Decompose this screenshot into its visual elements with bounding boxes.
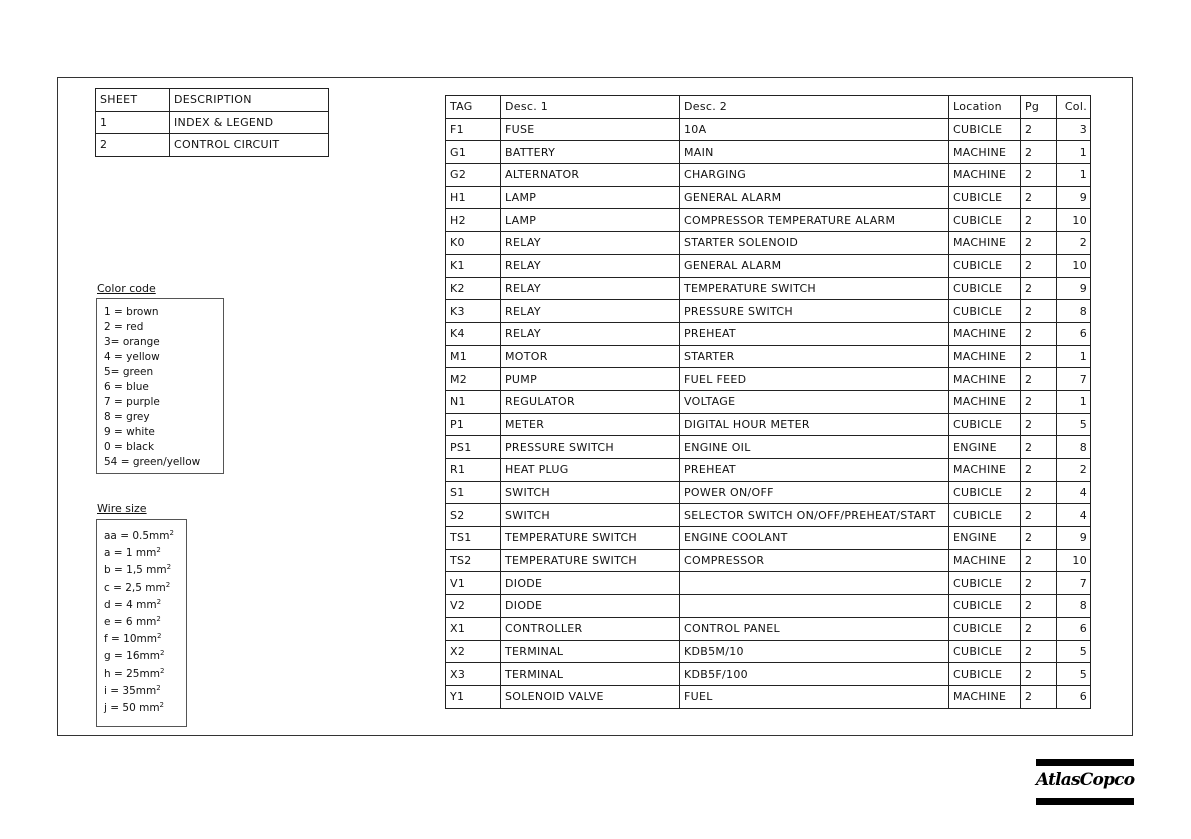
index-cell-d1: METER [501,413,680,436]
index-cell-loc: CUBICLE [949,254,1021,277]
table-row [446,209,1091,232]
wire-size-exponent: 2 [156,615,161,624]
sheet-cell: 1 [96,111,170,134]
color-code-item: 6 = blue [104,381,149,393]
index-cell-col: 4 [1057,481,1091,504]
index-cell-pg: 2 [1021,459,1057,482]
color-code-item: 8 = grey [104,411,150,423]
wire-size-exponent: 2 [165,580,171,589]
index-cell-d1: HEAT PLUG [501,459,680,482]
index-cell-d2: PREHEAT [680,322,949,345]
index-cell-col: 9 [1057,527,1091,550]
wire-size-item [104,545,186,562]
table-row [446,186,1091,209]
index-cell-pg: 2 [1021,617,1057,640]
table-row [446,595,1091,618]
index-cell-tag: H2 [446,209,501,232]
index-cell-pg: 2 [1021,527,1057,550]
color-code-item: 7 = purple [104,396,160,408]
index-cell-d1: LAMP [501,209,680,232]
index-cell-pg: 2 [1021,277,1057,300]
index-cell-loc: CUBICLE [949,504,1021,527]
index-cell-d2 [680,595,949,618]
index-cell-pg: 2 [1021,141,1057,164]
index-cell-col: 8 [1057,436,1091,459]
table-row [446,254,1091,277]
index-cell-tag: S2 [446,504,501,527]
index-cell-col: 8 [1057,595,1091,618]
index-cell-pg: 2 [1021,368,1057,391]
index-cell-loc: ENGINE [949,527,1021,550]
index-cell-loc: MACHINE [949,390,1021,413]
table-row [446,572,1091,595]
index-cell-d1: PUMP [501,368,680,391]
index-header-cell: Location [949,96,1021,119]
index-cell-pg: 2 [1021,572,1057,595]
index-cell-d1: SWITCH [501,504,680,527]
atlas-copco-logo [1036,759,1134,806]
index-cell-pg: 2 [1021,254,1057,277]
index-cell-pg: 2 [1021,481,1057,504]
index-cell-pg: 2 [1021,300,1057,323]
index-cell-d1: TEMPERATURE SWITCH [501,549,680,572]
sheet-row [96,111,329,134]
index-cell-d2: TEMPERATURE SWITCH [680,277,949,300]
index-cell-col: 6 [1057,322,1091,345]
index-header-row [446,96,1091,119]
index-cell-pg: 2 [1021,390,1057,413]
index-cell-loc: CUBICLE [949,663,1021,686]
index-cell-d2: STARTER [680,345,949,368]
index-cell-col: 1 [1057,141,1091,164]
table-row [446,390,1091,413]
index-cell-d2: SELECTOR SWITCH ON/OFF/PREHEAT/START [680,504,949,527]
table-row [446,504,1091,527]
table-row [446,663,1091,686]
index-cell-col: 10 [1057,209,1091,232]
color-code-item: 2 = red [104,321,144,333]
color-code-item: 9 = white [104,426,155,438]
wire-size-exponent: 2 [166,563,172,572]
table-row [446,527,1091,550]
index-cell-d1: SOLENOID VALVE [501,685,680,708]
wire-size-item [104,580,186,597]
index-cell-d2: PRESSURE SWITCH [680,300,949,323]
index-cell-pg: 2 [1021,685,1057,708]
index-cell-tag: X1 [446,617,501,640]
table-row [446,368,1091,391]
index-cell-tag: R1 [446,459,501,482]
wire-size-item [104,666,186,683]
index-cell-tag: X2 [446,640,501,663]
index-cell-pg: 2 [1021,595,1057,618]
sheet-cell: INDEX & LEGEND [170,111,329,134]
index-header-cell: Pg [1021,96,1057,119]
index-cell-col: 7 [1057,572,1091,595]
wire-size-label: g = 16mm [104,650,160,663]
component-index-table [445,95,1091,709]
index-cell-pg: 2 [1021,504,1057,527]
index-cell-d1: RELAY [501,277,680,300]
table-row [446,232,1091,255]
index-cell-d1: RELAY [501,322,680,345]
wire-size-item [104,700,186,717]
table-row [446,685,1091,708]
index-cell-tag: V2 [446,595,501,618]
table-row [446,640,1091,663]
wire-size-item [104,648,186,665]
index-cell-d1: SWITCH [501,481,680,504]
index-cell-loc: CUBICLE [949,572,1021,595]
index-cell-d2: FUEL FEED [680,368,949,391]
index-header-cell: Desc. 2 [680,96,949,119]
index-cell-d2: COMPRESSOR TEMPERATURE ALARM [680,209,949,232]
index-cell-d2: CHARGING [680,164,949,187]
index-cell-d2: KDB5M/10 [680,640,949,663]
wire-size-label: i = 35mm [104,684,157,697]
table-row [446,277,1091,300]
table-row [446,459,1091,482]
color-code-item: 4 = yellow [104,351,160,363]
wire-size-label: aa = 0.5mm [104,530,170,542]
index-cell-d1: TERMINAL [501,663,680,686]
index-cell-pg: 2 [1021,164,1057,187]
index-cell-tag: K2 [446,277,501,300]
wire-size-item [104,683,186,700]
index-cell-loc: MACHINE [949,322,1021,345]
index-cell-tag: K3 [446,300,501,323]
wire-size-exponent: 2 [157,632,162,641]
logo-bar-bottom [1036,798,1134,805]
index-cell-d1: TERMINAL [501,640,680,663]
index-cell-loc: CUBICLE [949,209,1021,232]
index-cell-col: 7 [1057,368,1091,391]
index-cell-loc: MACHINE [949,549,1021,572]
index-cell-col: 5 [1057,413,1091,436]
index-cell-col: 3 [1057,118,1091,141]
index-cell-d2: CONTROL PANEL [680,617,949,640]
color-code-item: 0 = black [104,441,155,453]
index-cell-tag: X3 [446,663,501,686]
index-cell-loc: CUBICLE [949,118,1021,141]
sheet-cell: 2 [96,134,170,157]
index-cell-d1: MOTOR [501,345,680,368]
index-cell-d1: RELAY [501,254,680,277]
index-cell-d2: KDB5F/100 [680,663,949,686]
index-cell-tag: M2 [446,368,501,391]
index-cell-tag: P1 [446,413,501,436]
wire-size-title: Wire size [97,502,147,515]
index-cell-loc: CUBICLE [949,186,1021,209]
index-cell-col: 10 [1057,549,1091,572]
sheet-index-table [95,88,329,157]
index-cell-d2: GENERAL ALARM [680,186,949,209]
index-cell-pg: 2 [1021,663,1057,686]
index-cell-tag: N1 [446,390,501,413]
index-cell-col: 5 [1057,640,1091,663]
index-cell-d1: DIODE [501,595,680,618]
sheet-header-cell: SHEET [96,89,170,112]
index-cell-tag: K1 [446,254,501,277]
index-cell-col: 2 [1057,232,1091,255]
wire-size-label: e = 6 mm [104,616,157,629]
index-cell-loc: MACHINE [949,164,1021,187]
index-cell-d2: FUEL [680,685,949,708]
color-code-item: 54 = green/yellow [104,456,201,468]
logo-bar-top [1036,759,1134,766]
table-row [446,481,1091,504]
index-cell-tag: PS1 [446,436,501,459]
index-cell-tag: F1 [446,118,501,141]
table-row [446,322,1091,345]
index-cell-loc: MACHINE [949,368,1021,391]
index-cell-pg: 2 [1021,186,1057,209]
index-cell-pg: 2 [1021,640,1057,663]
wire-size-exponent: 2 [159,701,165,710]
index-cell-tag: V1 [446,572,501,595]
wire-size-exponent: 2 [169,529,174,537]
wire-size-label: j = 50 mm [104,702,160,715]
wire-size-item [104,562,186,579]
table-row [446,617,1091,640]
wire-size-item [104,528,186,545]
index-cell-d2: GENERAL ALARM [680,254,949,277]
index-cell-loc: CUBICLE [949,277,1021,300]
index-cell-tag: H1 [446,186,501,209]
color-code-item: 5= green [104,366,154,378]
index-cell-col: 9 [1057,277,1091,300]
index-cell-col: 4 [1057,504,1091,527]
index-cell-d2: MAIN [680,141,949,164]
index-cell-d1: LAMP [501,186,680,209]
index-cell-d1: ALTERNATOR [501,164,680,187]
index-cell-loc: CUBICLE [949,640,1021,663]
index-cell-d1: CONTROLLER [501,617,680,640]
index-header-cell: Desc. 1 [501,96,680,119]
index-cell-col: 6 [1057,685,1091,708]
index-cell-pg: 2 [1021,345,1057,368]
index-cell-d1: RELAY [501,232,680,255]
index-cell-loc: MACHINE [949,459,1021,482]
index-cell-pg: 2 [1021,322,1057,345]
index-cell-col: 10 [1057,254,1091,277]
index-cell-d2: STARTER SOLENOID [680,232,949,255]
table-row [446,300,1091,323]
index-cell-tag: TS2 [446,549,501,572]
index-cell-d2: VOLTAGE [680,390,949,413]
index-cell-pg: 2 [1021,209,1057,232]
wire-size-item [104,597,186,614]
index-cell-loc: CUBICLE [949,481,1021,504]
index-cell-d1: REGULATOR [501,390,680,413]
sheet-cell: CONTROL CIRCUIT [170,134,329,157]
index-cell-loc: ENGINE [949,436,1021,459]
index-cell-d1: BATTERY [501,141,680,164]
wire-size-label: c = 2,5 mm [104,581,166,594]
index-cell-col: 1 [1057,345,1091,368]
index-cell-loc: CUBICLE [949,300,1021,323]
wire-size-label: f = 10mm [104,633,157,646]
table-row [446,345,1091,368]
index-cell-loc: MACHINE [949,685,1021,708]
index-cell-tag: Y1 [446,685,501,708]
index-cell-col: 1 [1057,390,1091,413]
index-cell-loc: CUBICLE [949,617,1021,640]
sheet-row [96,134,329,157]
wire-size-label: h = 25mm [104,667,160,680]
table-row [446,436,1091,459]
index-cell-d2: ENGINE OIL [680,436,949,459]
index-cell-d1: DIODE [501,572,680,595]
index-cell-tag: TS1 [446,527,501,550]
index-cell-loc: MACHINE [949,141,1021,164]
index-cell-loc: MACHINE [949,345,1021,368]
index-cell-d2 [680,572,949,595]
index-cell-loc: CUBICLE [949,413,1021,436]
index-cell-d1: RELAY [501,300,680,323]
wire-size-exponent: 2 [156,683,161,692]
index-cell-d1: TEMPERATURE SWITCH [501,527,680,550]
color-code-item: 1 = brown [104,306,159,318]
index-cell-col: 5 [1057,663,1091,686]
table-row [446,118,1091,141]
index-cell-d2: PREHEAT [680,459,949,482]
index-header-cell: Col. [1057,96,1091,119]
color-code-item: 3= orange [104,336,160,348]
index-cell-d2: ENGINE COOLANT [680,527,949,550]
index-cell-col: 8 [1057,300,1091,323]
index-cell-pg: 2 [1021,232,1057,255]
index-cell-tag: S1 [446,481,501,504]
wire-size-exponent: 2 [156,546,161,555]
index-cell-loc: CUBICLE [949,595,1021,618]
wire-size-exponent: 2 [159,649,165,658]
index-cell-col: 2 [1057,459,1091,482]
wire-size-label: a = 1 mm [104,547,157,560]
wire-size-legend [96,519,187,727]
index-cell-tag: G2 [446,164,501,187]
index-cell-col: 6 [1057,617,1091,640]
index-cell-tag: K0 [446,232,501,255]
index-cell-d2: COMPRESSOR [680,549,949,572]
index-cell-col: 9 [1057,186,1091,209]
sheet-header-row [96,89,329,112]
logo-text: AtlasCopco [1036,770,1135,790]
wire-size-exponent: 2 [156,597,162,606]
index-cell-pg: 2 [1021,549,1057,572]
color-code-legend [96,298,224,474]
index-cell-d1: FUSE [501,118,680,141]
table-row [446,549,1091,572]
index-cell-d2: 10A [680,118,949,141]
wire-size-exponent: 2 [159,666,165,675]
index-cell-col: 1 [1057,164,1091,187]
table-row [446,141,1091,164]
index-cell-tag: G1 [446,141,501,164]
index-cell-loc: MACHINE [949,232,1021,255]
index-cell-pg: 2 [1021,436,1057,459]
table-row [446,164,1091,187]
sheet-header-cell: DESCRIPTION [170,89,329,112]
wire-size-item [104,631,186,648]
index-cell-tag: K4 [446,322,501,345]
index-cell-tag: M1 [446,345,501,368]
index-cell-d2: DIGITAL HOUR METER [680,413,949,436]
index-cell-pg: 2 [1021,413,1057,436]
wire-size-label: d = 4 mm [104,598,157,611]
wire-size-item [104,614,186,631]
index-cell-pg: 2 [1021,118,1057,141]
index-cell-d2: POWER ON/OFF [680,481,949,504]
color-code-title: Color code [97,282,156,295]
index-header-cell: TAG [446,96,501,119]
index-cell-d1: PRESSURE SWITCH [501,436,680,459]
table-row [446,413,1091,436]
wire-size-label: b = 1,5 mm [104,564,167,577]
